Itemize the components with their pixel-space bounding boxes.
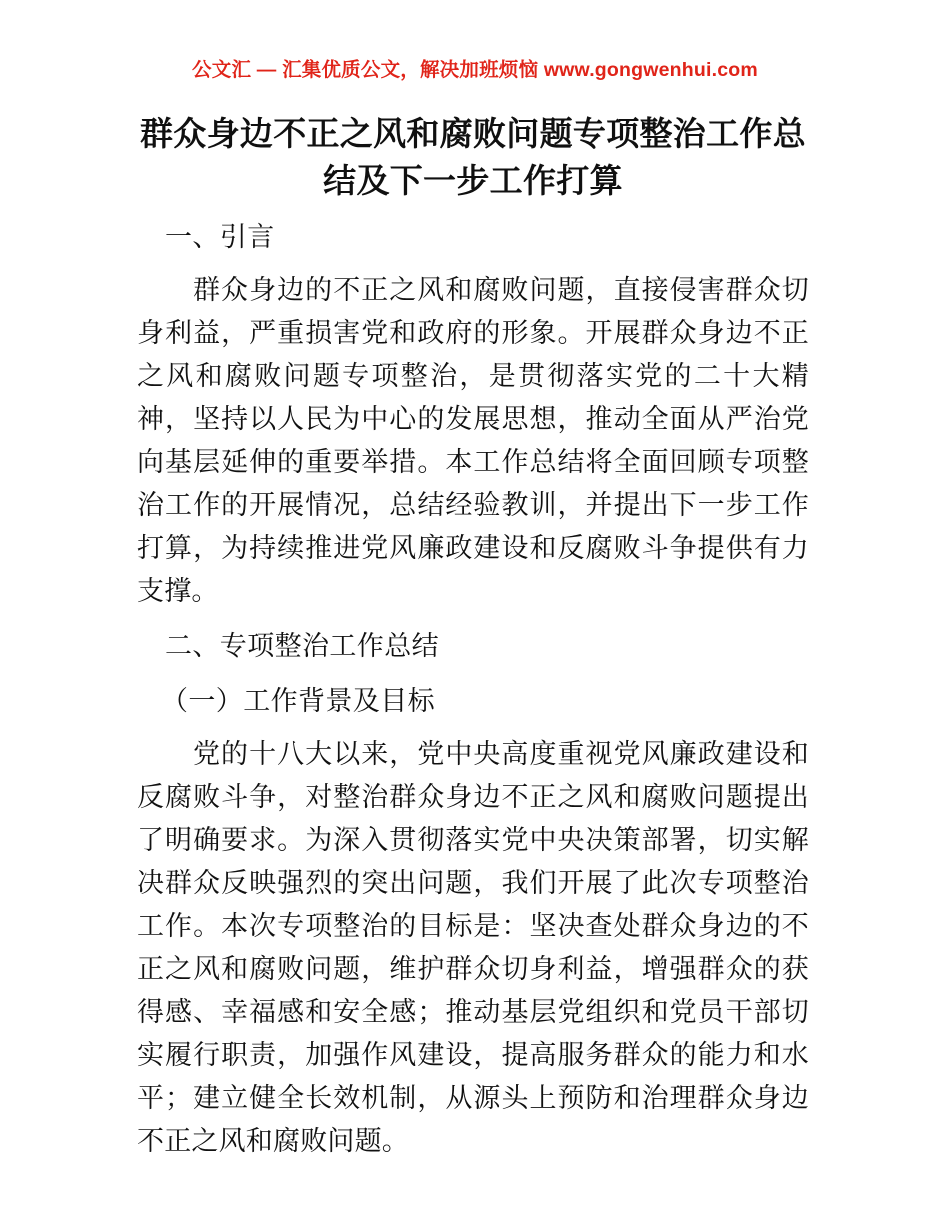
section-2-paragraph-1: 党的十八大以来，党中央高度重视党风廉政建设和反腐败斗争，对整治群众身边不正之风和腐败问题提出了明确要求。为深入贯彻落实党中央决策部署，切实解决群众反映强烈的突出问题，我们开展了此次专项整治工作。本次专项整治的目标是：坚决查处群众身边的不正之风和腐败问题，维护群众切身利益，增强群众的获得感、幸福感和安全感；推动基层党组织和党员干部切实履行职责，加强作风建设，提高服务群众的能力和水平；建立健全长效机制，从源头上预防和治理群众身边不正之风和腐败问题。 (137, 739, 809, 1156)
section-2-subheading-1: （一）工作背景及目标 (161, 686, 435, 716)
section-heading-2: 二、专项整治工作总结 (165, 631, 439, 661)
site-watermark (0, 57, 950, 83)
document-body (137, 110, 809, 1163)
watermark-url-text: www.gongwenhui.com (543, 59, 758, 81)
section-1-paragraph-1: 群众身边的不正之风和腐败问题，直接侵害群众切身利益，严重损害党和政府的形象。开展群众身边不正之风和腐败问题专项整治，是贯彻落实党的二十大精神，坚持以人民为中心的发展思想，推动全面从严治党向基层延伸的重要举措。本工作总结将全面回顾专项整治工作的开展情况，总结经验教训，并提出下一步工作打算，为持续推进党风廉政建设和反腐败斗争提供有力支撑。 (137, 275, 809, 606)
page-title: 群众身边不正之风和腐败问题专项整治工作总结及下一步工作打算 (140, 115, 806, 199)
watermark-brand-text: 公文汇 — 汇集优质公文，解决加班烦恼 (192, 59, 539, 81)
section-heading-1: 一、引言 (165, 222, 275, 252)
